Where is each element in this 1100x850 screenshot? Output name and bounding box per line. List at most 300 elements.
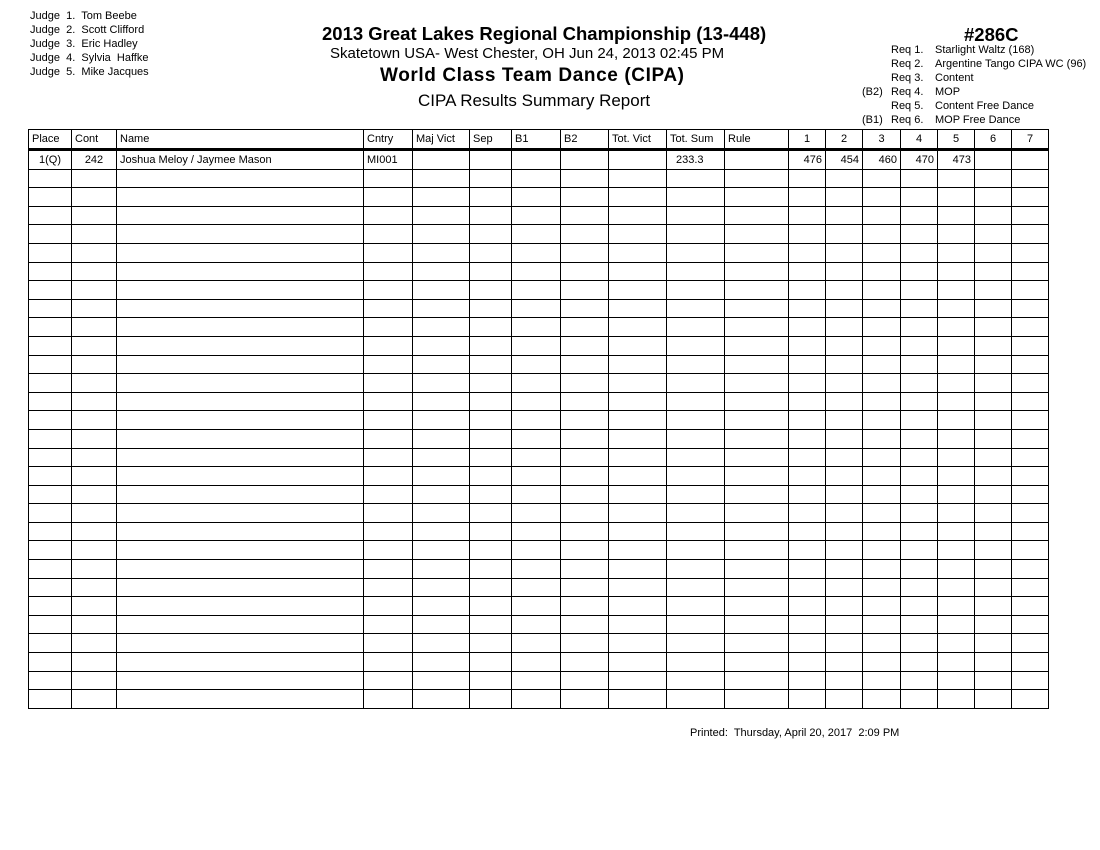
table-cell-empty [901, 188, 938, 207]
table-cell-empty [561, 504, 609, 523]
judge-label: Judge [30, 66, 60, 78]
table-cell-empty [826, 318, 863, 337]
table-cell-empty [725, 634, 789, 653]
table-cell-empty [72, 262, 117, 281]
table-cell-empty [29, 467, 72, 486]
table-row-empty [29, 411, 1049, 430]
table-cell-empty [826, 522, 863, 541]
table-cell-empty [609, 541, 667, 560]
table-cell-empty [789, 467, 826, 486]
table-cell-empty [901, 355, 938, 374]
table-cell-empty [72, 671, 117, 690]
table-cell-empty [725, 615, 789, 634]
table-cell-empty [470, 281, 512, 300]
table-cell-empty [512, 615, 561, 634]
table-row-empty [29, 169, 1049, 188]
table-cell-empty [725, 411, 789, 430]
table-cell-empty [470, 188, 512, 207]
requirement-4 [862, 85, 1086, 99]
table-cell-empty [863, 188, 901, 207]
requirement-label: Req 5. [891, 100, 924, 112]
table-cell-empty [117, 188, 364, 207]
cell-cont: 242 [72, 150, 117, 170]
table-cell-empty [470, 504, 512, 523]
table-cell-empty [938, 448, 975, 467]
table-cell-empty [938, 560, 975, 579]
table-row-empty [29, 206, 1049, 225]
table-cell-empty [364, 225, 413, 244]
requirement-2 [862, 57, 1086, 71]
table-cell-empty [1012, 485, 1049, 504]
table-cell-empty [938, 411, 975, 430]
table-row-empty [29, 634, 1049, 653]
table-cell-empty [72, 615, 117, 634]
table-cell-empty [725, 243, 789, 262]
table-cell-empty [364, 653, 413, 672]
table-cell-empty [901, 392, 938, 411]
table-cell-empty [117, 690, 364, 709]
table-cell-empty [561, 299, 609, 318]
judge-label: Judge [30, 52, 60, 64]
table-cell-empty [609, 206, 667, 225]
col-judge-6: 6 [975, 130, 1012, 150]
table-cell-empty [117, 653, 364, 672]
table-cell-empty [470, 522, 512, 541]
table-cell-empty [901, 243, 938, 262]
table-cell-empty [826, 485, 863, 504]
table-row-empty [29, 374, 1049, 393]
table-cell-empty [789, 374, 826, 393]
col-tot-vict: Tot. Vict [609, 130, 667, 150]
table-cell-empty [975, 597, 1012, 616]
table-cell-empty [938, 541, 975, 560]
requirement-text: Argentine Tango CIPA WC (96) [935, 58, 1087, 70]
table-cell-empty [512, 262, 561, 281]
table-cell-empty [29, 169, 72, 188]
table-cell-empty [667, 578, 725, 597]
table-cell-empty [901, 615, 938, 634]
judge-3 [30, 37, 149, 51]
table-cell-empty [470, 597, 512, 616]
table-cell-empty [938, 392, 975, 411]
col-name: Name [117, 130, 364, 150]
table-cell-empty [364, 597, 413, 616]
table-cell-empty [609, 392, 667, 411]
table-row-empty [29, 578, 1049, 597]
table-cell-empty [789, 336, 826, 355]
table-row-empty [29, 504, 1049, 523]
table-cell-empty [364, 485, 413, 504]
col-judge-1: 1 [789, 130, 826, 150]
table-cell-empty [863, 411, 901, 430]
table-cell-empty [789, 671, 826, 690]
table-cell-empty [512, 448, 561, 467]
table-cell-empty [667, 504, 725, 523]
table-cell-empty [975, 411, 1012, 430]
requirement-text: MOP Free Dance [935, 114, 1021, 126]
table-cell-empty [938, 299, 975, 318]
table-cell-empty [789, 615, 826, 634]
table-cell-empty [470, 374, 512, 393]
table-cell-empty [609, 243, 667, 262]
event-title: World Class Team Dance (CIPA) [380, 65, 685, 86]
table-cell-empty [975, 318, 1012, 337]
table-cell-empty [609, 578, 667, 597]
table-cell-empty [975, 169, 1012, 188]
table-cell-empty [470, 448, 512, 467]
table-cell-empty [667, 467, 725, 486]
col-judge-3: 3 [863, 130, 901, 150]
table-cell-empty [609, 411, 667, 430]
table-cell-empty [789, 355, 826, 374]
judge-number: 2. [66, 24, 76, 36]
table-cell-empty [789, 541, 826, 560]
table-cell-empty [975, 225, 1012, 244]
table-row-empty [29, 262, 1049, 281]
table-cell-empty [725, 578, 789, 597]
table-cell-empty [901, 262, 938, 281]
table-cell-empty [413, 690, 470, 709]
table-cell-empty [725, 392, 789, 411]
table-cell-empty [364, 411, 413, 430]
table-cell-empty [667, 206, 725, 225]
table-cell-empty [863, 355, 901, 374]
table-cell-empty [512, 578, 561, 597]
requirement-6 [862, 113, 1086, 127]
table-row-empty [29, 653, 1049, 672]
table-cell-empty [364, 336, 413, 355]
table-cell-empty [29, 671, 72, 690]
table-row-empty [29, 429, 1049, 448]
table-cell-empty [826, 336, 863, 355]
table-cell-empty [561, 429, 609, 448]
table-cell-empty [789, 597, 826, 616]
table-cell-empty [863, 615, 901, 634]
judge-4 [30, 51, 149, 65]
table-cell-empty [364, 281, 413, 300]
requirement-text: Content [935, 72, 974, 84]
requirement-prefix [862, 99, 891, 113]
table-cell-empty [117, 392, 364, 411]
table-cell-empty [1012, 169, 1049, 188]
table-cell-empty [1012, 243, 1049, 262]
table-cell-empty [561, 541, 609, 560]
table-cell-empty [117, 467, 364, 486]
table-cell-empty [29, 690, 72, 709]
judge-name: Sylvia Haffke [81, 52, 149, 64]
table-cell-empty [609, 485, 667, 504]
table-cell-empty [561, 634, 609, 653]
table-cell-empty [863, 634, 901, 653]
table-cell-empty [1012, 188, 1049, 207]
table-cell-empty [470, 262, 512, 281]
cell-sep [470, 150, 512, 170]
table-cell-empty [609, 169, 667, 188]
cell-judge-3: 460 [863, 150, 901, 170]
table-cell-empty [826, 374, 863, 393]
table-cell-empty [561, 485, 609, 504]
requirement-label: Req 3. [891, 72, 924, 84]
requirement-prefix: (B2) [862, 86, 883, 98]
table-cell-empty [117, 169, 364, 188]
table-cell-empty [975, 392, 1012, 411]
table-cell-empty [725, 281, 789, 300]
table-cell-empty [72, 634, 117, 653]
table-cell-empty [938, 467, 975, 486]
table-cell-empty [72, 429, 117, 448]
table-cell-empty [561, 690, 609, 709]
table-cell-empty [29, 522, 72, 541]
table-cell-empty [826, 206, 863, 225]
table-cell-empty [364, 634, 413, 653]
table-cell-empty [725, 504, 789, 523]
table-cell-empty [901, 485, 938, 504]
table-cell-empty [512, 485, 561, 504]
table-cell-empty [512, 522, 561, 541]
table-cell-empty [364, 355, 413, 374]
table-cell-empty [789, 318, 826, 337]
table-cell-empty [609, 504, 667, 523]
table-cell-empty [72, 374, 117, 393]
table-cell-empty [1012, 374, 1049, 393]
judge-2 [30, 23, 149, 37]
judge-number: 4. [66, 52, 76, 64]
table-cell-empty [826, 299, 863, 318]
table-cell-empty [901, 653, 938, 672]
table-cell-empty [364, 169, 413, 188]
table-cell-empty [609, 262, 667, 281]
table-row-empty [29, 467, 1049, 486]
judge-label: Judge [30, 24, 60, 36]
table-cell-empty [364, 448, 413, 467]
venue-datetime: Skatetown USA- West Chester, OH Jun 24, 2013 02:45 PM [330, 45, 725, 62]
table-cell-empty [364, 615, 413, 634]
table-cell-empty [512, 429, 561, 448]
judge-name: Tom Beebe [81, 10, 137, 22]
table-cell-empty [470, 615, 512, 634]
table-cell-empty [975, 281, 1012, 300]
table-cell-empty [1012, 281, 1049, 300]
table-cell-empty [667, 429, 725, 448]
table-cell-empty [29, 597, 72, 616]
table-cell-empty [667, 448, 725, 467]
table-cell-empty [72, 318, 117, 337]
table-cell-empty [1012, 336, 1049, 355]
table-cell-empty [667, 615, 725, 634]
table-cell-empty [364, 299, 413, 318]
table-cell-empty [29, 615, 72, 634]
report-title: CIPA Results Summary Report [418, 91, 651, 110]
table-cell-empty [117, 615, 364, 634]
table-cell-empty [29, 262, 72, 281]
judge-1 [30, 9, 149, 23]
requirement-label: Req 6. [891, 114, 924, 126]
table-cell-empty [512, 243, 561, 262]
table-cell-empty [826, 560, 863, 579]
table-cell-empty [364, 429, 413, 448]
table-cell-empty [938, 578, 975, 597]
table-cell-empty [512, 690, 561, 709]
table-cell-empty [609, 467, 667, 486]
table-cell-empty [72, 485, 117, 504]
table-cell-empty [1012, 206, 1049, 225]
table-cell-empty [667, 690, 725, 709]
table-cell-empty [725, 560, 789, 579]
table-cell-empty [901, 318, 938, 337]
table-cell-empty [789, 429, 826, 448]
table-cell-empty [117, 374, 364, 393]
table-cell-empty [667, 169, 725, 188]
table-cell-empty [901, 671, 938, 690]
table-cell-empty [975, 634, 1012, 653]
table-cell-empty [975, 560, 1012, 579]
table-cell-empty [609, 188, 667, 207]
table-cell-empty [938, 355, 975, 374]
table-cell-empty [901, 169, 938, 188]
table-cell-empty [29, 188, 72, 207]
table-cell-empty [470, 225, 512, 244]
table-cell-empty [117, 318, 364, 337]
table-cell-empty [901, 597, 938, 616]
table-cell-empty [609, 429, 667, 448]
table-cell-empty [863, 541, 901, 560]
table-cell-empty [413, 615, 470, 634]
table-cell-empty [863, 262, 901, 281]
table-cell-empty [561, 671, 609, 690]
requirement-text: MOP [935, 86, 961, 98]
table-cell-empty [413, 448, 470, 467]
table-cell-empty [29, 634, 72, 653]
table-cell-empty [975, 448, 1012, 467]
table-cell-empty [975, 429, 1012, 448]
table-cell-empty [512, 374, 561, 393]
table-cell-empty [561, 522, 609, 541]
table-cell-empty [1012, 504, 1049, 523]
table-cell-empty [975, 467, 1012, 486]
table-cell-empty [609, 281, 667, 300]
table-cell-empty [561, 318, 609, 337]
judge-name: Eric Hadley [81, 38, 138, 50]
table-cell-empty [512, 467, 561, 486]
table-cell-empty [72, 448, 117, 467]
table-cell-empty [72, 336, 117, 355]
table-cell-empty [470, 336, 512, 355]
table-cell-empty [561, 653, 609, 672]
table-cell-empty [29, 448, 72, 467]
table-cell-empty [561, 206, 609, 225]
table-row-empty [29, 299, 1049, 318]
table-cell-empty [609, 653, 667, 672]
table-cell-empty [975, 541, 1012, 560]
table-cell-empty [901, 634, 938, 653]
table-cell-empty [364, 243, 413, 262]
table-cell-empty [29, 206, 72, 225]
table-cell-empty [72, 243, 117, 262]
cell-judge-5: 473 [938, 150, 975, 170]
table-cell-empty [72, 560, 117, 579]
table-cell-empty [470, 206, 512, 225]
table-cell-empty [29, 653, 72, 672]
table-cell-empty [1012, 467, 1049, 486]
table-cell-empty [863, 318, 901, 337]
table-cell-empty [863, 522, 901, 541]
table-cell-empty [826, 615, 863, 634]
table-cell-empty [901, 225, 938, 244]
col-b2: B2 [561, 130, 609, 150]
table-cell-empty [561, 597, 609, 616]
table-cell-empty [667, 374, 725, 393]
table-cell-empty [938, 690, 975, 709]
table-cell-empty [470, 467, 512, 486]
table-cell-empty [863, 299, 901, 318]
table-cell-empty [512, 411, 561, 430]
col-b1: B1 [512, 130, 561, 150]
table-cell-empty [413, 225, 470, 244]
table-cell-empty [470, 318, 512, 337]
table-cell-empty [364, 690, 413, 709]
col-judge-2: 2 [826, 130, 863, 150]
requirement-5 [862, 99, 1086, 113]
table-cell-empty [826, 188, 863, 207]
table-cell-empty [413, 374, 470, 393]
table-cell-empty [826, 225, 863, 244]
table-cell-empty [561, 169, 609, 188]
table-cell-empty [512, 597, 561, 616]
table-cell-empty [470, 690, 512, 709]
table-cell-empty [938, 671, 975, 690]
table-cell-empty [512, 169, 561, 188]
table-cell-empty [413, 281, 470, 300]
table-cell-empty [413, 169, 470, 188]
table-cell-empty [413, 429, 470, 448]
table-cell-empty [725, 467, 789, 486]
table-cell-empty [117, 504, 364, 523]
table-cell-empty [1012, 318, 1049, 337]
table-cell-empty [863, 225, 901, 244]
table-cell-empty [29, 392, 72, 411]
table-cell-empty [72, 690, 117, 709]
table-cell-empty [29, 281, 72, 300]
table-cell-empty [975, 578, 1012, 597]
table-cell-empty [29, 299, 72, 318]
table-row-empty [29, 281, 1049, 300]
table-cell-empty [29, 318, 72, 337]
table-cell-empty [512, 336, 561, 355]
table-cell-empty [117, 485, 364, 504]
table-cell-empty [975, 262, 1012, 281]
table-cell-empty [826, 653, 863, 672]
table-cell-empty [470, 169, 512, 188]
table-cell-empty [938, 206, 975, 225]
table-cell-empty [863, 485, 901, 504]
table-cell-empty [29, 578, 72, 597]
table-cell-empty [117, 541, 364, 560]
table-cell-empty [29, 243, 72, 262]
table-cell-empty [512, 355, 561, 374]
table-cell-empty [667, 634, 725, 653]
table-cell-empty [72, 188, 117, 207]
table-cell-empty [901, 578, 938, 597]
table-cell-empty [901, 690, 938, 709]
table-cell-empty [725, 299, 789, 318]
table-cell-empty [413, 597, 470, 616]
table-cell-empty [72, 467, 117, 486]
table-cell-empty [667, 411, 725, 430]
table-cell-empty [364, 541, 413, 560]
cell-b1 [512, 150, 561, 170]
judge-name: Scott Clifford [81, 24, 145, 36]
table-row-empty [29, 318, 1049, 337]
